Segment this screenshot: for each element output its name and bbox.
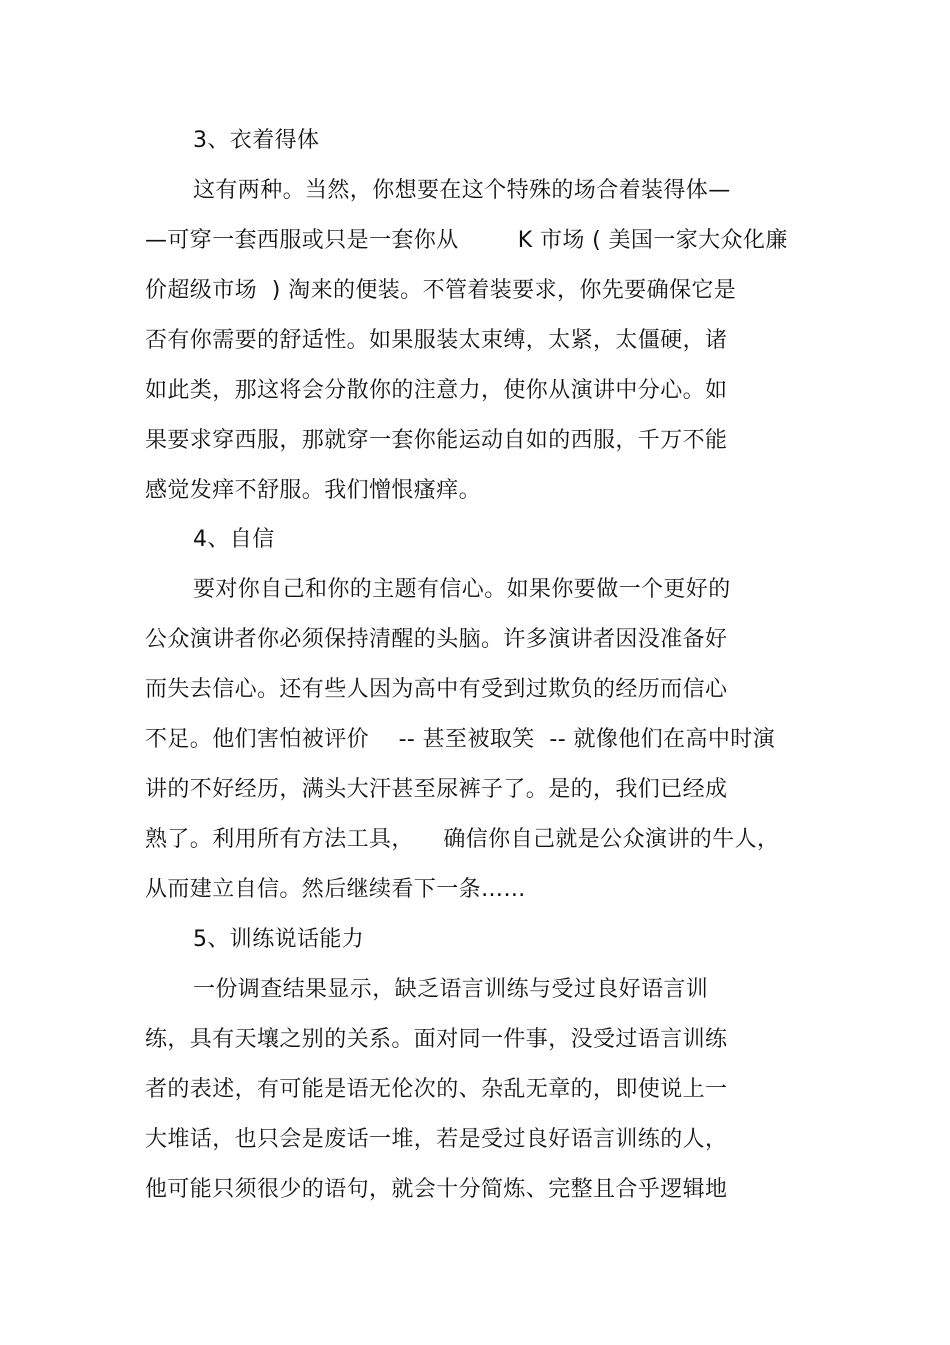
paragraph-line: 从而建立自信。然后继续看下一条…… bbox=[145, 877, 526, 902]
paragraph-line: 感觉发痒不舒服。我们憎恨瘙痒。 bbox=[145, 478, 482, 503]
paragraph-line: 价超级市场 ) 淘来的便装。不管着装要求，你先要确保它是 bbox=[145, 278, 737, 303]
paragraph-line: 要对你自己和你的主题有信心。如果你要做一个更好的 bbox=[193, 577, 731, 602]
paragraph-line: 大堆话，也只会是废话一堆，若是受过良好语言训练的人， bbox=[145, 1127, 728, 1152]
paragraph-line: 不足。他们害怕被评价 -- 甚至被取笑 -- 就像他们在高中时演 bbox=[145, 727, 776, 752]
heading-speech-training: 5、训练说话能力 bbox=[193, 927, 365, 952]
heading-confidence: 4、自信 bbox=[193, 527, 275, 552]
paragraph-line: 公众演讲者你必须保持清醒的头脑。许多演讲者因没准备好 bbox=[145, 627, 728, 652]
paragraph-line: 他可能只须很少的语句，就会十分简炼、完整且合乎逻辑地 bbox=[145, 1177, 728, 1202]
paragraph-line: 熟了。利用所有方法工具， 确信你自己就是公众演讲的牛人， bbox=[145, 827, 780, 852]
paragraph-line: 如此类，那这将会分散你的注意力，使你从演讲中分心。如 bbox=[145, 378, 728, 403]
paragraph-line: 这有两种。当然，你想要在这个特殊的场合着装得体— bbox=[193, 178, 731, 203]
paragraph-line: 否有你需要的舒适性。如果服装太束缚，太紧，太僵硬，诸 bbox=[145, 328, 728, 353]
paragraph-line: 一份调查结果显示，缺乏语言训练与受过良好语言训 bbox=[193, 977, 709, 1002]
paragraph-line: 果要求穿西服，那就穿一套你能运动自如的西服，千万不能 bbox=[145, 428, 728, 453]
paragraph-line: 者的表述，有可能是语无伦次的、杂乱无章的，即使说上一 bbox=[145, 1077, 728, 1102]
paragraph-line: 讲的不好经历，满头大汗甚至尿裤子了。是的，我们已经成 bbox=[145, 777, 728, 802]
paragraph-line: 练，具有天壤之别的关系。面对同一件事，没受过语言训练 bbox=[145, 1027, 728, 1052]
paragraph-line: 而失去信心。还有些人因为高中有受到过欺负的经历而信心 bbox=[145, 677, 728, 702]
paragraph-line: —可穿一套西服或只是一套你从 K 市场 ( 美国一家大众化廉 bbox=[145, 228, 788, 253]
heading-dress: 3、衣着得体 bbox=[193, 128, 320, 153]
